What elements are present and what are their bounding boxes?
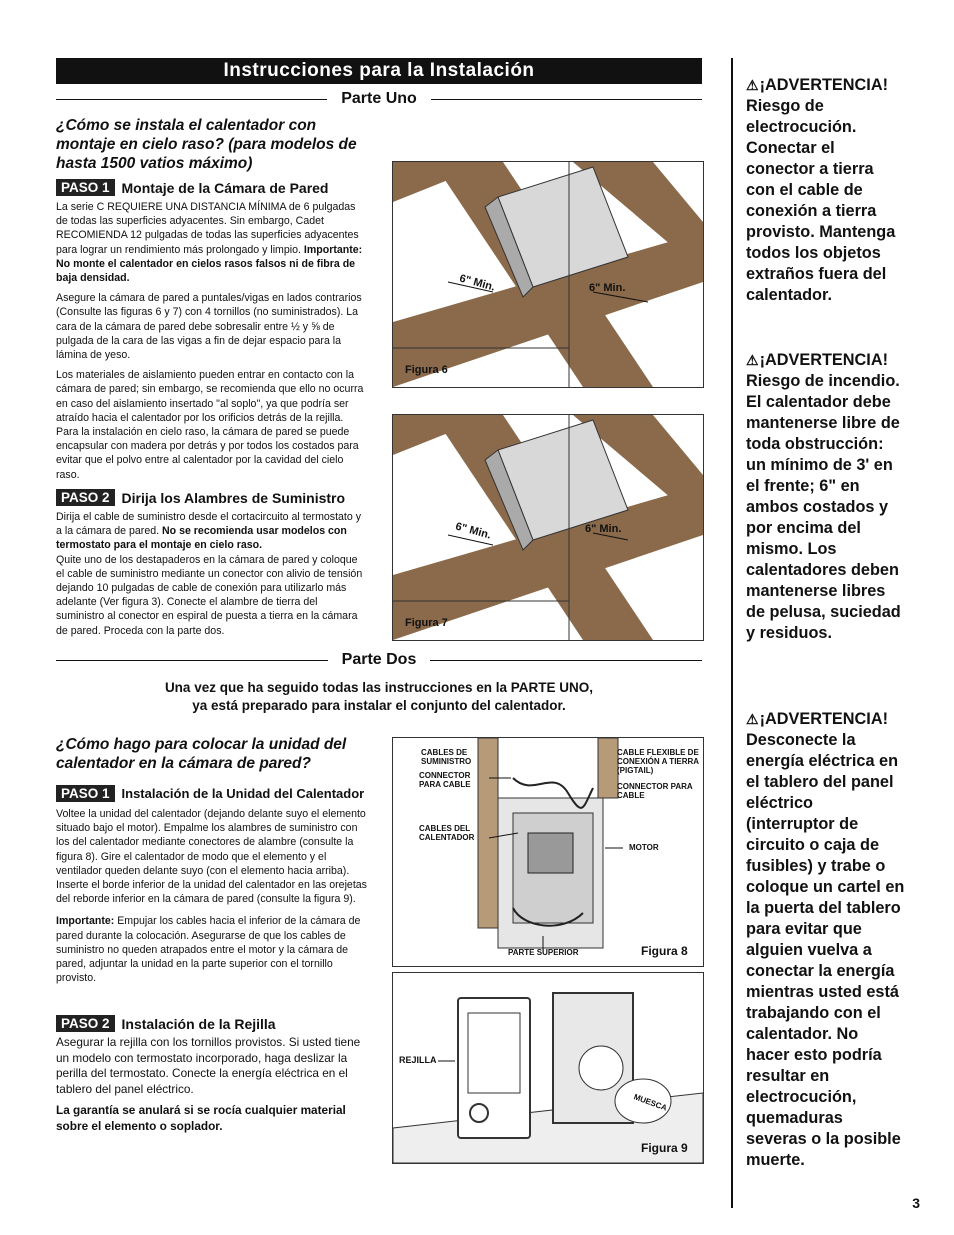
paso-title: Dirija los Alambres de Suministro bbox=[121, 489, 346, 506]
figure-caption: Figura 8 bbox=[641, 944, 688, 958]
paso-title: Montaje de la Cámara de Pared bbox=[121, 179, 329, 196]
paragraph: Empujar los cables hacia el inferior de la cámara de pared durante la colocación. Asegurarse de que los cables de suministro no queden atrapados entre el motor y la cámara de pared, adjuntar la unidad en la parte superior con el tornillo provisto. bbox=[56, 915, 361, 985]
paso2-text bbox=[56, 510, 366, 638]
paragraph: La serie C REQUIERE UNA DISTANCIA MÍNIMA de 6 pulgadas de todas las superficies adyacentes. Sin embargo, Cadet RECOMIENDA 12 pulgadas de todas las superficies adyacentes para lograr un rendimiento más prolongado y limpio. bbox=[56, 201, 359, 256]
callout-label: MOTOR bbox=[629, 843, 659, 852]
paso1-heading bbox=[56, 179, 328, 196]
warning-title: ¡ADVERTENCIA! bbox=[759, 710, 888, 728]
warning-text: Riesgo de incendio. El calentador debe mantenerse libre de toda obstrucción: un mínimo de 3' en el frente; 6" en ambos costados y por encima del mismo. Los calentadores deben mantenerse libres de pelusa, suciedad y residuos. bbox=[746, 372, 901, 642]
warning-block bbox=[746, 75, 906, 306]
callout-label: CABLES DE SUMINISTRO bbox=[421, 748, 472, 766]
warning-heading bbox=[746, 75, 906, 96]
warranty-note: La garantía se anulará si se rocía cualquier material sobre el elemento o soplador. bbox=[56, 1103, 346, 1133]
figure-6 bbox=[392, 161, 704, 388]
figure-8 bbox=[392, 737, 704, 967]
ceiling-joists-illustration bbox=[393, 162, 703, 387]
dimension-label: 6" Min. bbox=[589, 282, 626, 294]
paragraph: Voltee la unidad del calentador (dejando delante suyo el elemento situado bajo el motor). Empalme los alambres de suministro con los del calentador mediante conectores de alambre (consulte la figura 8). Gire el calentador de modo que el elemento y el ventilador queden delante suyo (con el elemento hacia arriba). Inserte el borde inferior de la unidad del calentador en las orejetas del reborde inferior en la cámara de pared (consulte la figura 9). bbox=[56, 808, 367, 906]
page-number: 3 bbox=[912, 1195, 920, 1211]
callout-label: CONNECTOR PARA CABLE bbox=[617, 782, 693, 800]
callout-label: MUESCA bbox=[632, 1092, 669, 1113]
paso1-text bbox=[56, 200, 366, 482]
warning-heading bbox=[746, 350, 906, 371]
warning-title: ¡ADVERTENCIA! bbox=[759, 76, 888, 94]
callout-label: PARTE SUPERIOR bbox=[508, 948, 579, 957]
dimension-label: 6" Min. bbox=[585, 523, 622, 535]
important-label: Importante: bbox=[56, 915, 115, 928]
ceiling-joists-illustration bbox=[393, 415, 703, 640]
paso2-text bbox=[56, 1035, 371, 1134]
figure-caption: Figura 6 bbox=[405, 364, 448, 376]
warning-icon: ⚠ bbox=[746, 77, 759, 93]
intro-line: ya está preparado para instalar el conjunto del calentador. bbox=[192, 698, 566, 713]
parte-dos-title: Parte Dos bbox=[341, 651, 417, 668]
parte-uno-question: ¿Cómo se instala el calentador con montaje en cielo raso? (para modelos de hasta 1500 vatios máximo) bbox=[56, 117, 357, 172]
paso-badge: PASO 1 bbox=[56, 785, 115, 802]
warning-icon: ⚠ bbox=[746, 711, 759, 727]
dimension-label: 6" Min. bbox=[458, 272, 497, 294]
paso-badge: PASO 2 bbox=[56, 1015, 115, 1032]
section-banner: Instrucciones para la Instalación bbox=[56, 58, 702, 84]
paragraph: Asegure la cámara de pared a puntales/vigas en lados contrarios (Consulte las figuras 6 y 7) con 4 tornillos (no suministrados). La cara de la cámara de pared debe sobresalir entre ½ y ⅝ de pulgada de la cara de las vigas a fin de dejar espacio para la lámina de yeso. bbox=[56, 292, 362, 362]
warning-text: Desconecte la energía eléctrica en el tablero del panel eléctrico (interruptor de circuito o caja de fusibles) y trabe o coloque un cartel en la puerta del tablero para evitar que alguien vuelva a conectar la energía mientras usted está trabajando con el calentador. No hacer esto podría resultar en electrocución, quemaduras severas o la posible muerte. bbox=[746, 731, 905, 1169]
parte-dos-rule bbox=[56, 651, 702, 669]
parte-dos-question: ¿Cómo hago para colocar la unidad del calentador en la cámara de pared? bbox=[56, 736, 347, 772]
callout-label: CABLES DEL CALENTADOR bbox=[419, 824, 475, 842]
paso2-heading bbox=[56, 489, 345, 506]
warning-icon: ⚠ bbox=[746, 352, 759, 368]
intro-line: Una vez que ha seguido todas las instrucciones en la PARTE UNO, bbox=[164, 680, 594, 695]
paragraph: Quite uno de los destapaderos en la cámara de pared y coloque el cable de suministro mediante un conector con alivio de tensión dejando 10 pulgadas de cable de conexión para utilizarlo más adelante (Ver figura 3). Conecte el alambre de tierra del suministro al conector en espiral de puesta a tierra en la cámara de pared. Proceda con la parte dos. bbox=[56, 553, 363, 637]
warning-heading bbox=[746, 709, 906, 730]
paso-title: Instalación de la Rejilla bbox=[121, 1015, 276, 1032]
parte-dos-intro bbox=[56, 679, 702, 715]
paragraph: Los materiales de aislamiento pueden entrar en contacto con la cámara de pared; sin embargo, se recomienda que ello no ocurra en caso del aislamiento insertado "al soplo", ya que podría ser atraído hacia el calentador por los orificios detrás de la rejilla. Para la instalación en cielo raso, la cámara de pared se puede encapsular con madera por detrás y por todos los costados para evitar que el polvo entre al calentador por la cavidad del cielo raso. bbox=[56, 369, 364, 481]
parte-uno-rule bbox=[56, 90, 702, 108]
warning-block bbox=[746, 709, 906, 1171]
column-divider bbox=[731, 58, 733, 1208]
callout-label: CONNECTOR PARA CABLE bbox=[419, 771, 471, 789]
paso-title: Instalación de la Unidad del Calentador bbox=[121, 786, 365, 801]
paragraph: Asegurar la rejilla con los tornillos provistos. Si usted tiene un modelo con termostato incorporado, haga deslizar la perilla del termostato. Conecte la energía eléctrica en el tablero del panel eléctrico. bbox=[56, 1035, 361, 1096]
figure-7 bbox=[392, 414, 704, 641]
warning-block bbox=[746, 350, 906, 644]
dimension-label: 6" Min. bbox=[454, 520, 493, 542]
figure-caption: Figura 9 bbox=[641, 1141, 688, 1155]
figure-9 bbox=[392, 972, 704, 1164]
callout-label: CABLE FLEXIBLE DE CONEXIÓN A TIERRA (PIGTAIL) bbox=[617, 748, 699, 775]
figure-caption: Figura 7 bbox=[405, 617, 448, 629]
warning-title: ¡ADVERTENCIA! bbox=[759, 351, 888, 369]
paragraph: Dirija el cable de suministro desde el cortacircuito al termostato y a la cámara de pared. bbox=[56, 511, 361, 538]
paso1-heading bbox=[56, 785, 364, 802]
paso1-text bbox=[56, 807, 370, 985]
paso-badge: PASO 1 bbox=[56, 179, 115, 196]
paso-badge: PASO 2 bbox=[56, 489, 115, 506]
warning-text: Riesgo de electrocución. Conectar el conector a tierra con el cable de conexión a tierra provisto. Mantenga todos los objetos extraños fuera del calentador. bbox=[746, 97, 896, 304]
paso2-heading bbox=[56, 1015, 276, 1032]
parte-uno-title: Parte Uno bbox=[341, 90, 417, 107]
important-note: No se recomienda usar modelos con termostato para el montaje en cielo raso. bbox=[56, 525, 347, 552]
important-note: Importante: No monte el calentador en cielos rasos falsos ni de fibra de baja densidad. bbox=[56, 243, 363, 285]
callout-label: REJILLA bbox=[399, 1055, 437, 1065]
grille-installation-illustration bbox=[393, 973, 703, 1163]
